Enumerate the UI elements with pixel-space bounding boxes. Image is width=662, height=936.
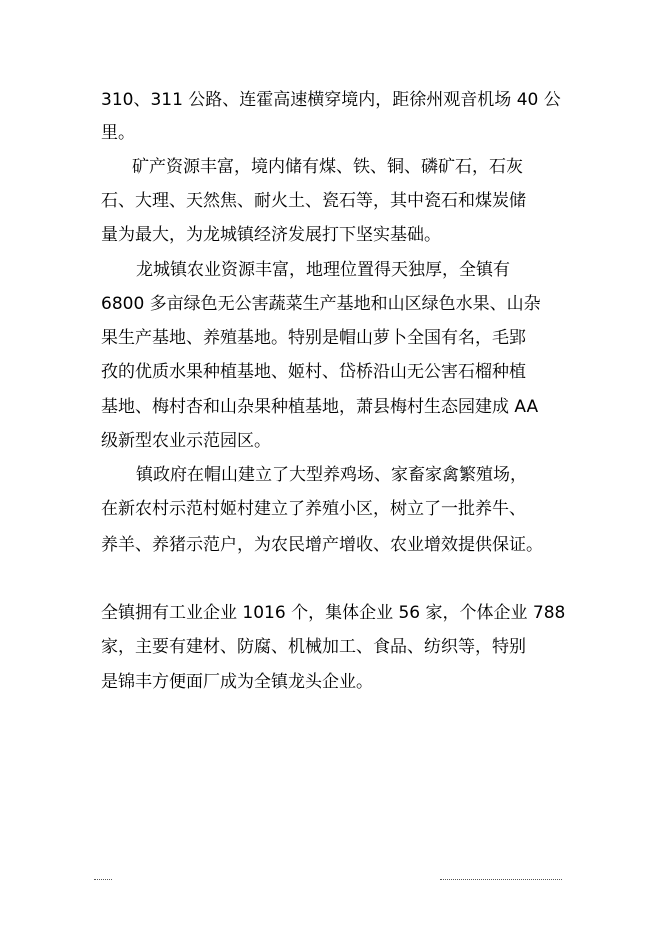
- paragraph-5-line-3: 是锦丰方便面厂成为全镇龙头企业。: [101, 672, 373, 692]
- paragraph-4-line-3: 养羊、养猪示范户，为农民增产增收、农业增效提供保证。: [101, 535, 543, 555]
- paragraph-2-line-3: 量为最大，为龙城镇经济发展打下坚实基础。: [101, 225, 441, 245]
- paragraph-5-line-1: 全镇拥有工业企业 1016 个，集体企业 56 家，个体企业 788: [101, 603, 566, 623]
- paragraph-3-line-5: 基地、梅村杏和山杂果种植基地，萧县梅村生态园建成 AA: [101, 397, 539, 417]
- footer-rule-right: [440, 879, 562, 881]
- paragraph-4-line-2: 在新农村示范村姬村建立了养殖小区，树立了一批养牛、: [101, 499, 526, 519]
- footer-rule-left: [94, 879, 112, 881]
- paragraph-4-line-1: 镇政府在帽山建立了大型养鸡场、家畜家禽繁殖场，: [136, 465, 527, 485]
- paragraph-3-line-2: 6800 多亩绿色无公害蔬菜生产基地和山区绿色水果、山杂: [101, 294, 541, 314]
- paragraph-5-line-2: 家，主要有建材、防腐、机械加工、食品、纺织等，特别: [101, 637, 526, 657]
- paragraph-2-line-1: 矿产资源丰富，境内储有煤、铁、铜、磷矿石，石灰: [115, 157, 523, 177]
- paragraph-2-line-2: 石、大理、天然焦、耐火土、瓷石等，其中瓷石和煤炭储: [101, 191, 526, 211]
- paragraph-3-line-4: 孜的优质水果种植基地、姬村、岱桥沿山无公害石榴种植: [101, 362, 526, 382]
- paragraph-3-line-1: 龙城镇农业资源丰富，地理位置得天独厚，全镇有: [136, 260, 510, 280]
- paragraph-3-line-6: 级新型农业示范园区。: [101, 431, 271, 451]
- paragraph-3-line-3: 果生产基地、养殖基地。特别是帽山萝卜全国有名，毛郢: [101, 328, 526, 348]
- paragraph-1-line-2: 里。: [101, 123, 135, 143]
- paragraph-1-line-1: 310、311 公路、连霍高速横穿境内，距徐州观音机场 40 公: [101, 90, 561, 110]
